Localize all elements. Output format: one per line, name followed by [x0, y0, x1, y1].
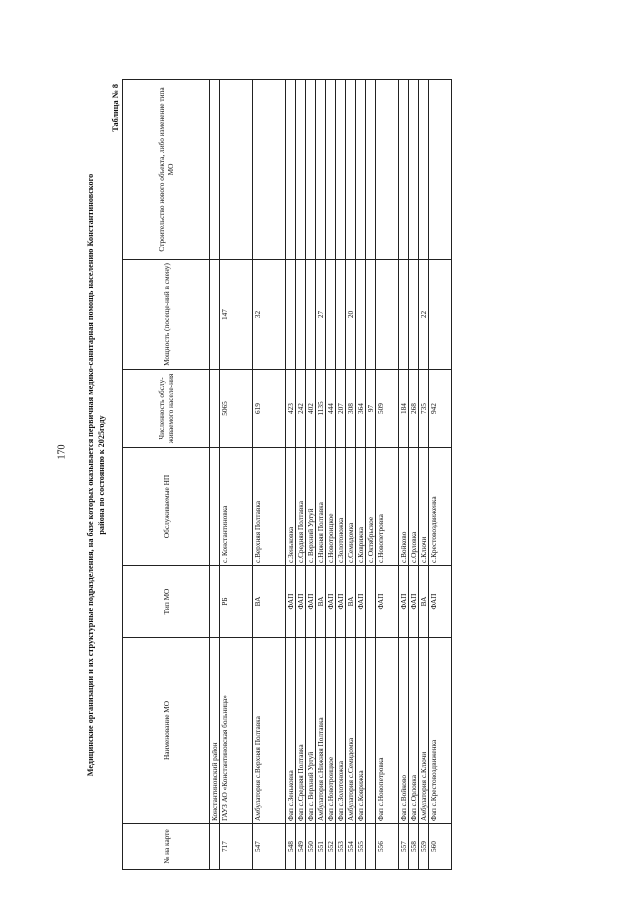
cell-capacity [336, 260, 346, 370]
cell-population: 207 [336, 370, 346, 448]
cell-served-settlement: с.Верхняя Полтавка [253, 448, 286, 566]
cell-population: 444 [326, 370, 336, 448]
cell-mo-name: Амбулатория с.Семидомка [346, 638, 356, 824]
table-row [210, 80, 220, 870]
title-line-1: Медицинские организации и их структурные подразделения, на базе которых оказывается первичная медико-санитарная помощь населению Константиновского [86, 173, 95, 777]
cell-capacity [399, 260, 409, 370]
title-line-2: района по состоянию к 2025году [96, 415, 106, 535]
cell-served-settlement: с.Нижняя Полтавка [316, 448, 326, 566]
cell-construction [409, 80, 419, 260]
cell-served-settlement: с.Зеньковка [286, 448, 296, 566]
table-row [366, 80, 376, 870]
cell-capacity: 147 [220, 260, 253, 370]
table-row [286, 80, 296, 870]
cell-construction [316, 80, 326, 260]
table-row [376, 80, 399, 870]
cell-mo-type: ФАП [429, 566, 452, 638]
cell-map-number: 559 [419, 824, 429, 870]
table-row [336, 80, 346, 870]
table-row [419, 80, 429, 870]
cell-capacity: 20 [346, 260, 356, 370]
cell-capacity [306, 260, 316, 370]
cell-map-number: 560 [429, 824, 452, 870]
cell-population: 308 [346, 370, 356, 448]
cell-map-number: 551 [316, 824, 326, 870]
cell-population: 423 [286, 370, 296, 448]
cell-served-settlement: с.Новотроицкое [326, 448, 336, 566]
cell-served-settlement: с. Верхний Уртуй [306, 448, 316, 566]
cell-construction [356, 80, 366, 260]
cell-mo-name: Фап с.Зеньковка [286, 638, 296, 824]
table-row [306, 80, 316, 870]
cell-served-settlement: с. Константиновка [220, 448, 253, 566]
cell-mo-type: ФАП [336, 566, 346, 638]
header-mo-name: Наименование МО [123, 638, 210, 824]
cell-mo-type [210, 566, 220, 638]
cell-mo-type: ФАП [409, 566, 419, 638]
cell-map-number: 717 [220, 824, 253, 870]
cell-map-number: 549 [296, 824, 306, 870]
cell-mo-type [366, 566, 376, 638]
cell-population: 184 [399, 370, 409, 448]
cell-served-settlement: с.Крестовоздвиженка [429, 448, 452, 566]
cell-construction [366, 80, 376, 260]
cell-map-number: 555 [356, 824, 366, 870]
cell-mo-type: ФАП [306, 566, 316, 638]
cell-construction [346, 80, 356, 260]
cell-map-number: 554 [346, 824, 356, 870]
rotated-page-content [80, 80, 570, 870]
cell-population [210, 370, 220, 448]
cell-served-settlement: с.Войково [399, 448, 409, 566]
cell-mo-type: ФАП [286, 566, 296, 638]
cell-construction [399, 80, 409, 260]
cell-population: 242 [296, 370, 306, 448]
cell-capacity [326, 260, 336, 370]
header-population: Численность обслу-живаемого населе-ния [123, 370, 210, 448]
cell-construction [210, 80, 220, 260]
cell-map-number: 552 [326, 824, 336, 870]
cell-mo-name: Амбулатория с.Нижняя Полтавка [316, 638, 326, 824]
cell-capacity [296, 260, 306, 370]
table-body [210, 80, 452, 870]
cell-served-settlement: с.Золотоножка [336, 448, 346, 566]
page-number: 170 [56, 444, 68, 460]
region-heading: Константиновский район [210, 638, 220, 824]
cell-population: 364 [356, 370, 366, 448]
cell-population: 1135 [316, 370, 326, 448]
cell-mo-name [366, 638, 376, 824]
cell-served-settlement: с.Коврижка [356, 448, 366, 566]
document-title [86, 80, 107, 870]
cell-construction [419, 80, 429, 260]
header-map-number: № на карте [123, 824, 210, 870]
cell-mo-name: Фап с.Войково [399, 638, 409, 824]
cell-mo-type: ФАП [296, 566, 306, 638]
table-row [409, 80, 419, 870]
cell-served-settlement [210, 448, 220, 566]
cell-population: 942 [429, 370, 452, 448]
cell-served-settlement: с.Семидомка [346, 448, 356, 566]
cell-mo-type: ФАП [356, 566, 366, 638]
table-row [356, 80, 366, 870]
header-construction: Строительство нового объекта, либо изменение типа МО [123, 80, 210, 260]
cell-construction [306, 80, 316, 260]
cell-capacity: 27 [316, 260, 326, 370]
cell-mo-name: Фап с.Новотроицкое [326, 638, 336, 824]
cell-mo-type: РБ [220, 566, 253, 638]
cell-mo-name: Фап с.Орловка [409, 638, 419, 824]
cell-mo-name: Фап с.Золотоножка [336, 638, 346, 824]
cell-mo-type: ВА [419, 566, 429, 638]
cell-map-number: 558 [409, 824, 419, 870]
facilities-table [122, 79, 452, 870]
cell-map-number: 547 [253, 824, 286, 870]
table-row [220, 80, 253, 870]
cell-served-settlement: с.Средняя Полтавка [296, 448, 306, 566]
table-row [326, 80, 336, 870]
cell-capacity [356, 260, 366, 370]
table-number: Таблица № 8 [111, 84, 120, 132]
cell-construction [429, 80, 452, 260]
cell-construction [376, 80, 399, 260]
cell-construction [336, 80, 346, 260]
table-row [399, 80, 409, 870]
header-served-settlements: Обслуживаемые НП [123, 448, 210, 566]
cell-capacity [286, 260, 296, 370]
cell-mo-type: ФАП [326, 566, 336, 638]
cell-served-settlement: с.Новопетровка [376, 448, 399, 566]
cell-construction [286, 80, 296, 260]
cell-mo-type: ФАП [376, 566, 399, 638]
cell-population: 402 [306, 370, 316, 448]
cell-mo-type: ВА [253, 566, 286, 638]
cell-population: 268 [409, 370, 419, 448]
table-header-row [123, 80, 210, 870]
cell-mo-name: ГАУЗ АО «Константиновская больница» [220, 638, 253, 824]
cell-mo-name: Амбулатория с.Ключи [419, 638, 429, 824]
cell-map-number: 550 [306, 824, 316, 870]
cell-served-settlement: с.Орловка [409, 448, 419, 566]
cell-mo-name: Амбулатория с.Верхняя Полтавка [253, 638, 286, 824]
cell-mo-name: Фап с.Средняя Полтавка [296, 638, 306, 824]
cell-map-number: 548 [286, 824, 296, 870]
cell-map-number: 557 [399, 824, 409, 870]
cell-map-number [210, 824, 220, 870]
cell-mo-name: Фап с.Крестовоздвиженка [429, 638, 452, 824]
cell-map-number: 556 [376, 824, 399, 870]
cell-map-number: 553 [336, 824, 346, 870]
cell-served-settlement: с. Октябрьское [366, 448, 376, 566]
cell-mo-type: ВА [316, 566, 326, 638]
cell-capacity [429, 260, 452, 370]
cell-capacity [366, 260, 376, 370]
cell-mo-name: Фап с. Верхний Уртуй [306, 638, 316, 824]
cell-population: 735 [419, 370, 429, 448]
header-mo-type: Тип МО [123, 566, 210, 638]
cell-mo-name: Фап с.Коврижка [356, 638, 366, 824]
cell-mo-type: ВА [346, 566, 356, 638]
cell-construction [220, 80, 253, 260]
cell-mo-name: Фап с.Новопетровка [376, 638, 399, 824]
header-capacity: Мощность (посеще-ний в смену) [123, 260, 210, 370]
cell-capacity: 22 [419, 260, 429, 370]
cell-capacity [210, 260, 220, 370]
cell-capacity [376, 260, 399, 370]
cell-construction [253, 80, 286, 260]
cell-mo-type: ФАП [399, 566, 409, 638]
cell-served-settlement: с.Ключи [419, 448, 429, 566]
table-row [429, 80, 452, 870]
cell-capacity [409, 260, 419, 370]
cell-construction [296, 80, 306, 260]
cell-map-number [366, 824, 376, 870]
table-row [346, 80, 356, 870]
cell-population: 509 [376, 370, 399, 448]
cell-construction [326, 80, 336, 260]
cell-population: 619 [253, 370, 286, 448]
table-row [253, 80, 286, 870]
cell-population: 97 [366, 370, 376, 448]
table-row [296, 80, 306, 870]
cell-capacity: 32 [253, 260, 286, 370]
cell-population: 5065 [220, 370, 253, 448]
table-row [316, 80, 326, 870]
